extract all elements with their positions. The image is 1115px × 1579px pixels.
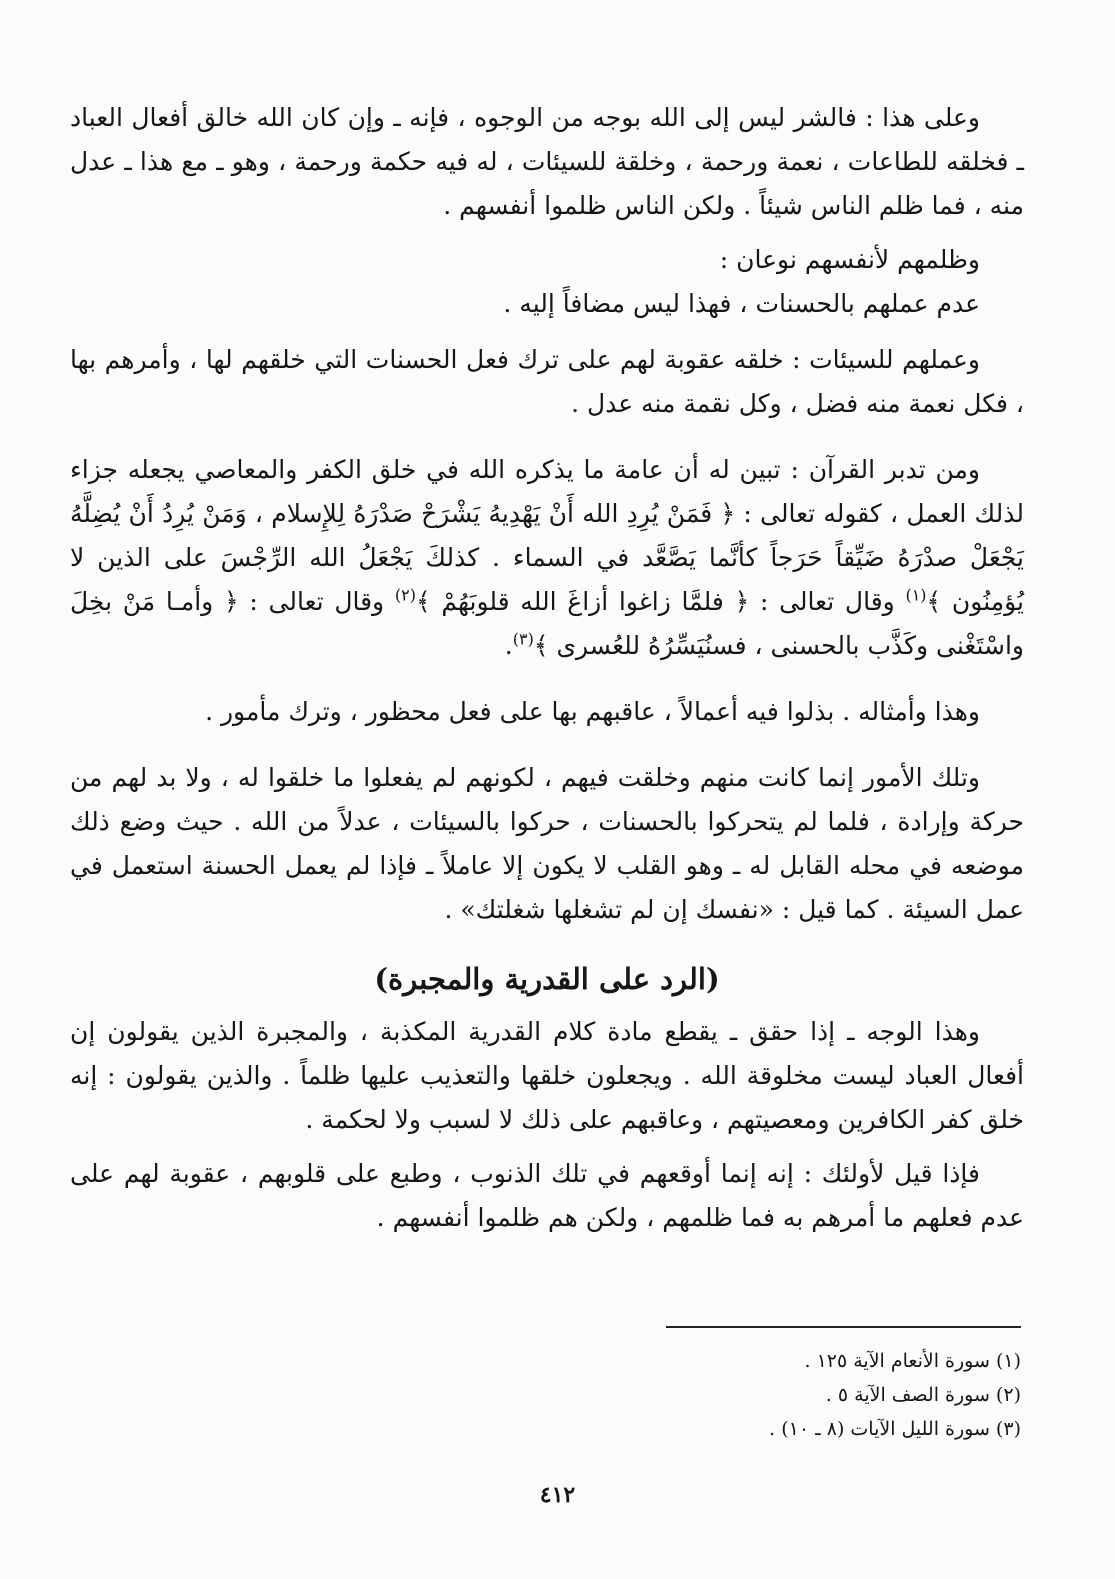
quran-end-punctuation: . — [504, 631, 513, 660]
paragraph-self-injustice-heading: وظلمهم لأنفسهم نوعان : — [719, 245, 980, 274]
footnote-ref-3[interactable]: (٣) — [512, 629, 534, 649]
quran-connector-text: وقال تعالى : — [249, 587, 385, 616]
paragraph-quran-reflection — [70, 448, 1024, 668]
paragraph-self-injustice-type1: عدم عملهم بالحسنات ، فهذا ليس مضافاً إليه . — [503, 289, 980, 318]
footnote-2: (٢) سورة الصف الآية ٥ . — [825, 1384, 1021, 1406]
paragraph-qadariyya-response: وهذا الوجه ـ إذا حقق ـ يقطع مادة كلام القدرية المكذبة ، والمجبرة الذين يقولون إن أفعال العباد ليست مخلوقة الله . ويجعلون خلقها والتعذيب عليها ظلماً . والذين يقولون : إنه خلق كفر الكافرين ومعصيتهم ، وعاقبهم على ذلك لا لسبب ولا لحكمة . — [70, 1017, 1024, 1134]
spacer — [70, 326, 1024, 338]
paragraph-evil-not-attributed: وعلى هذا : فالشر ليس إلى الله بوجه من الوجوه ، فإنه ـ وإن كان الله خالق أفعال العباد ـ فخلقه للطاعات ، نعمة ورحمة ، وخلقة للسيئات ، له فيه حكمة ورحمة ، وهو ـ مع هذا ـ عدل منه ، فما ظلم الناس شيئاً . ولكن الناس ظلموا أنفسهم . — [70, 103, 1024, 220]
page-body — [70, 96, 1024, 1250]
spacer — [70, 436, 1024, 448]
quran-verse-saff: ﴿ فلمَّا زاغوا أزاغَ الله قلوبَهُمْ ﴾ — [415, 587, 750, 616]
paragraph-sins-punishment: وعملهم للسيئات : خلقه عقوبة لهم على ترك فعل الحسنات التي خلقهم لها ، وأمرهم بها ، فكل نعمة منه فضل ، وكل نقمة منه عدل . — [70, 345, 1024, 418]
footnote-ref-2[interactable]: (٢) — [394, 585, 416, 605]
paragraph-those-told: فإذا قيل لأولئك : إنه إنما أوقعهم في تلك الذنوب ، وطبع على قلوبهم ، عقوبة لهم على عدم فعلهم ما أمرهم به فما ظلمهم ، ولكن هم ظلموا أنفسهم . — [70, 1159, 1024, 1232]
quran-verse-layl: ﴿ وأمـا مَنْ بخِلَ واسْتَغْنى وكَذَّب بالحسنى ، فسنُيَسِّرُهُ للعُسرى ﴾ — [70, 587, 1024, 660]
section-heading: (الرد على القدرية والمجبرة) — [374, 962, 720, 996]
footnotes — [521, 1344, 1021, 1446]
quran-verse-anam: ﴿ فَمَنْ يُرِدِ الله أَنْ يَهْدِيهُ يَشْرَحْ صَدْرَهُ لِلإِسلام ، وَمَنْ يُرِدُ أَنْ يُضِلَّهُ يَجْعَلْ صدْرَهُ ضَيِّقاً حَرَجاً كأنَّما يَصَّعَّد في السماء . كذلكَ يَجْعَلُ الله الرِّجْسَ على الذين لا يُؤمِنُون ﴾ — [70, 499, 1024, 616]
spacer — [70, 678, 1024, 690]
paragraph-movement-will: وتلك الأمور إنما كانت منهم وخلقت فيهم ، لكونهم لم يفعلوا ما خلقوا له ، ولا بد لهم من حركة وإرادة ، فلما لم يتحركوا بالحسنات ، حركوا بالسيئات ، عدلاً من الله . حيث وضع ذلك موضعه في محله القابل له ـ وهو القلب لا يكون إلا عاملاً ـ فإذا لم يعمل الحسنة استعمل في عمل السيئة . كما قيل : «نفسك إن لم تشغلها شغلتك» . — [70, 763, 1024, 924]
paragraph-deeds-punished: وهذا وأمثاله . بذلوا فيه أعمالاً ، عاقبهم بها على فعل محظور ، وترك مأمور . — [205, 697, 980, 726]
footnote-ref-1[interactable]: (١) — [905, 585, 927, 605]
quran-connector-text: وقال تعالى : — [759, 587, 895, 616]
quran-intro-text: ومن تدبر القرآن : تبين له أن عامة ما يذكره الله في خلق الكفر والمعاصي يجعله جزاء لذلك العمل ، كقوله تعالى : — [70, 455, 1024, 528]
footnote-divider — [666, 1326, 1021, 1328]
page-number: ٤١٢ — [539, 1482, 576, 1508]
footnote-1: (١) سورة الأنعام الآية ١٢٥ . — [804, 1350, 1021, 1372]
footnote-3: (٣) سورة الليل الآيات (٨ ـ ١٠) . — [769, 1418, 1021, 1440]
spacer — [70, 744, 1024, 756]
